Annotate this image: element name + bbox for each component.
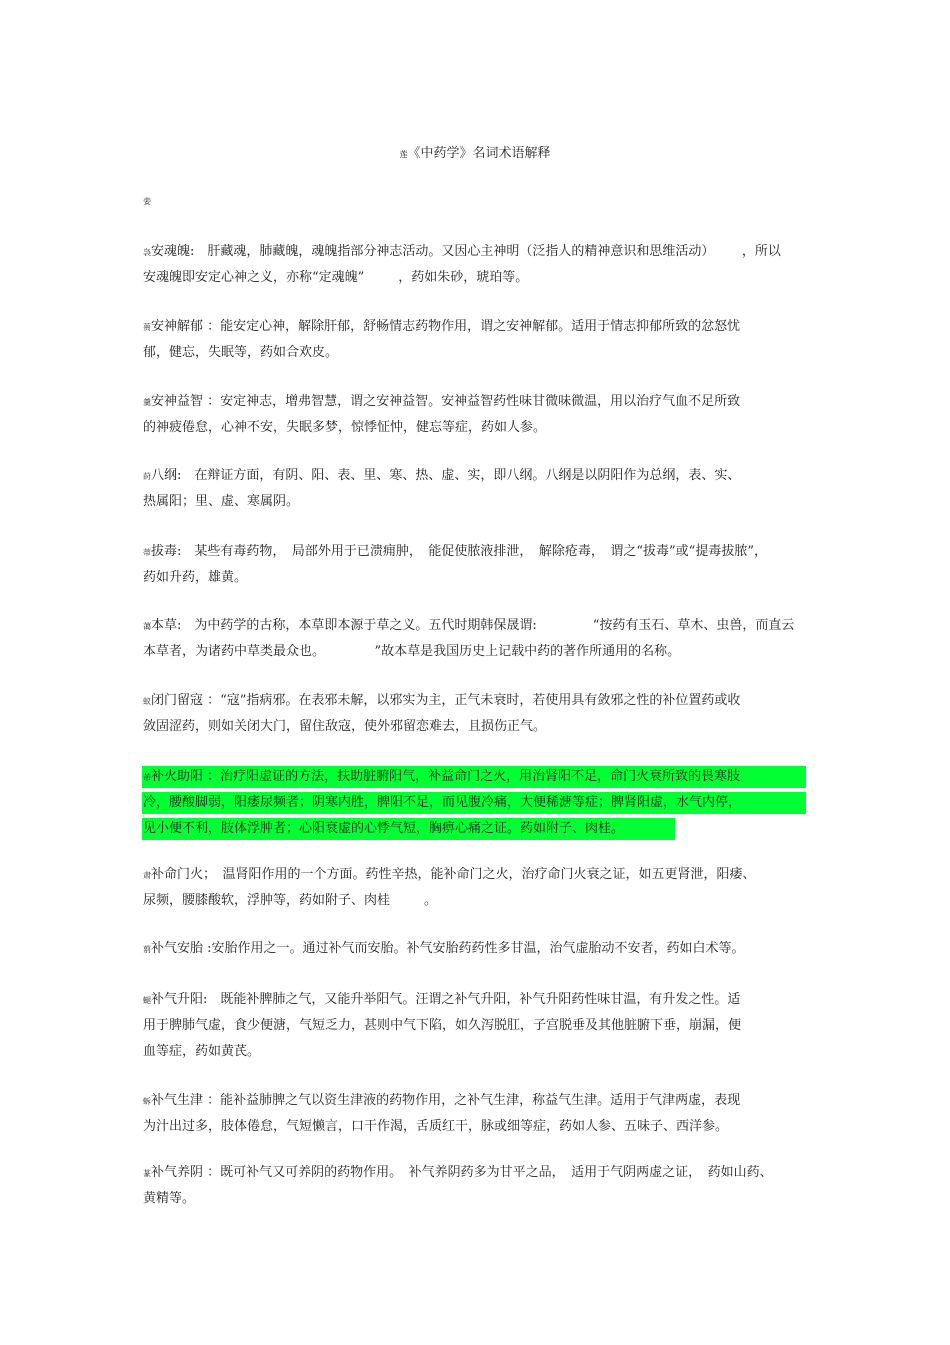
entry-line	[143, 543, 811, 569]
entry-line	[143, 940, 811, 966]
entry-mark: 羹	[143, 398, 151, 407]
entry-mark: 莳	[143, 472, 151, 481]
entry-text: 药如升药，雄黄。	[143, 570, 248, 585]
entry-text: 拔毒: 某些有毒药物， 局部外用于已溃痈肿， 能促使脓液排泄， 解除疮毒， 谓之“拔毒”或“提毒拔脓”，	[151, 544, 767, 559]
entry-mark: 蚁	[143, 697, 151, 706]
entry-text: 补命门火； 温肾阳作用的一个方面。药性辛热，能补命门之火，治疗命门火衰之证，如五更肾泄，阳痿、	[151, 867, 756, 882]
glossary-entry	[143, 1092, 811, 1144]
entry-mark: 芾	[143, 773, 151, 782]
entry-mark: 蚸	[143, 1097, 151, 1106]
entry-text: 本草者，为诸药中草类最众也。	[143, 644, 319, 659]
entry-line	[143, 643, 811, 669]
glossary-entry	[143, 467, 811, 519]
glossary-entry	[143, 543, 811, 595]
title-text: 《中药学》名词术语解释	[407, 146, 551, 161]
entry-line	[143, 419, 811, 445]
glossary-entry	[143, 393, 811, 445]
entry-text: 安神益智 ：安定神志，增弗智慧，谓之安神益智。安神益智药性味甘微味微温，用以治疗气血不足所致	[151, 394, 741, 409]
entry-line	[143, 692, 811, 718]
glossary-entry	[143, 243, 811, 295]
entry-text: ，所以	[741, 244, 781, 259]
entry-text: 闭门留寇 ：“寇”指病邪。在表邪未解，以邪实为主，正气未衰时，若使用具有敛邪之性的补位置药或收	[151, 693, 741, 708]
entry-text: 。	[424, 893, 438, 908]
glossary-entry	[143, 991, 811, 1069]
entry-line	[143, 1092, 811, 1118]
entry-line	[142, 818, 675, 840]
entry-line	[143, 991, 811, 1017]
entry-text: 安魂魄即安定心神之义，亦称“定魂魄”	[143, 270, 365, 285]
entry-line	[143, 344, 811, 370]
entry-mark: 蒃	[143, 1169, 151, 1178]
entry-text: 补气生津 ：能补益肺脾之气以资生津液的药物作用，之补气生津，称益气生津。适用于气津两虚，表现	[151, 1093, 741, 1108]
entry-mark: 蒂	[143, 548, 151, 557]
entry-line	[143, 243, 811, 269]
entry-text: 用于脾肺气虚，食少便溏，气短乏力，甚则中气下陷，如久泻脱肛，子宫脱垂及其他脏腑下垂，崩漏，便	[143, 1018, 742, 1033]
title-mark: 莲	[399, 150, 408, 159]
entry-line	[142, 792, 806, 814]
glossary-entry	[143, 866, 811, 918]
entry-mark: 袅	[143, 248, 151, 257]
entry-text: 安魂魄: 肝藏魂，肺藏魄，魂魄指部分神志活动。又因心主神明（泛指人的精神意识和思维活动）	[151, 244, 708, 259]
entry-text: 血等症，药如黄芪。	[143, 1044, 261, 1059]
entry-line	[143, 718, 811, 744]
glossary-entry	[143, 318, 811, 370]
entry-text: ，药如朱砂，琥珀等。	[398, 270, 529, 285]
entry-line	[143, 892, 811, 918]
entry-text: 冷，腰酸脚弱，阳痿尿频者；阴寒内胜，脾阳不足，而见腹冷痛，大便稀溏等症；脾肾阳虚，水气内停，	[143, 795, 742, 810]
glossary-entry	[143, 1164, 811, 1216]
entry-mark: 螁	[143, 996, 151, 1005]
entry-text: 补气升阳: 既能补脾肺之气，又能升举阳气。汪谓之补气升阳，补气升阳药性味甘温，有升发之性。适	[151, 992, 741, 1007]
entry-line	[143, 569, 811, 595]
entry-line	[143, 1017, 811, 1043]
entry-text: 热属阳；里、虚、寒属阴。	[143, 494, 300, 509]
entry-line	[143, 617, 811, 643]
entry-text: 见小便不利，肢体浮肿者；心阳衰虚的心悸气短，胸痹心痛之证。药如附子、肉桂。	[143, 821, 625, 836]
entry-text: 为汁出过多，肢体倦怠，气短懒言，口干作渴，舌质红干，脉或细等症，药如人参、五味子、西洋参。	[143, 1119, 729, 1134]
entry-line	[143, 493, 811, 519]
entry-text: 敛固涩药，则如关闭大门，留住敌寇，使外邪留恋难去，且损伤正气。	[143, 719, 547, 734]
document-title	[0, 145, 950, 164]
entry-line	[143, 393, 811, 419]
entry-mark: 蔼	[143, 622, 151, 631]
entry-text: 的神疲倦怠，心神不安，失眠多梦，惊悸怔忡，健忘等症，药如人参。	[143, 420, 547, 435]
entry-line	[143, 1118, 811, 1144]
stray-mark: 娈	[143, 197, 151, 206]
entry-mark: 肃	[143, 871, 151, 880]
entry-text: “按药有玉石、草木、虫兽，而直云	[592, 618, 795, 633]
entry-line	[143, 1164, 811, 1190]
entry-text: 安神解郁 ：能安定心神，解除肝郁，舒畅情志药物作用，谓之安神解郁。适用于情志抑郁所致的忿怒忧	[151, 319, 741, 334]
glossary-entry	[143, 940, 811, 966]
entry-text: 郁，健忘，失眠等，药如合欢皮。	[143, 345, 339, 360]
glossary-entry	[143, 766, 806, 844]
entry-text: 尿频，腰膝酸软，浮肿等，药如附子、肉桂	[143, 893, 391, 908]
entry-text: ”故本草是我国历史上记载中药的著作所通用的名称。	[374, 644, 681, 659]
entry-text: 黄精等。	[143, 1191, 196, 1206]
entry-text: 补气安胎 :安胎作用之一。通过补气而安胎。补气安胎药药性多甘温，治气虚胎动不安者，药如白术等。	[151, 941, 745, 956]
entry-text: 八纲: 在辩证方面，有阴、阳、表、里、寒、热、虚、实，即八纲。八纲是以阴阳作为总纲，表、实、	[151, 468, 741, 483]
entry-mark: 蒉	[143, 323, 151, 332]
entry-line	[143, 1043, 811, 1069]
entry-text: 补气养阴 ：既可补气又可养阴的药物作用。 补气养阴药多为甘平之品， 适用于气阴两虚之证， 药如山药、	[151, 1165, 773, 1180]
entry-line	[143, 866, 811, 892]
glossary-entry	[143, 617, 811, 669]
entry-mark: 莂	[143, 945, 151, 954]
entry-line	[143, 318, 811, 344]
entry-text: 补火助阳 ：治疗阳虚证的方法，扶助脏腑阳气，补益命门之火，用治肾阳不足，命门火衰所致的畏寒肢	[151, 769, 741, 784]
glossary-entry	[143, 692, 811, 744]
entry-line	[142, 766, 806, 788]
entry-line	[143, 269, 811, 295]
entry-line	[143, 467, 811, 493]
entry-text: 本草: 为中药学的古称，本草即本源于草之义。五代时期韩保晟谓:	[151, 618, 537, 633]
entry-line	[143, 1190, 811, 1216]
